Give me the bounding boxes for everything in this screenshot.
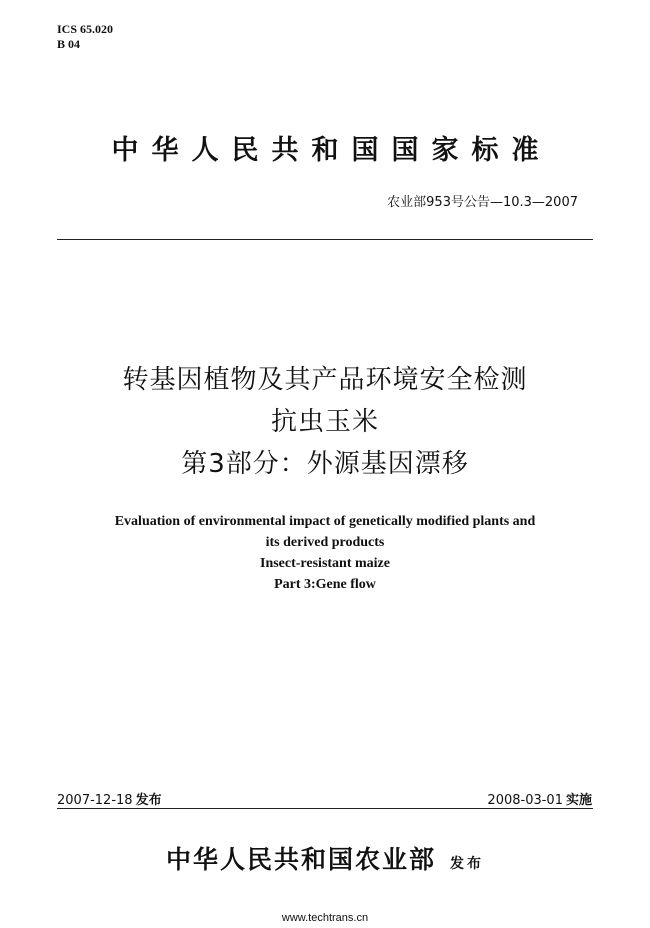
title-en xyxy=(0,511,650,595)
ccs-code: B 04 xyxy=(57,37,81,51)
ics-classification xyxy=(57,22,113,52)
issuer-block xyxy=(0,840,650,876)
implement-date-block xyxy=(487,789,592,808)
top-divider xyxy=(57,239,593,240)
title-cn-line2: 抗虫玉米 xyxy=(270,407,379,437)
bottom-divider xyxy=(57,808,593,809)
title-en-line4: Part 3:Gene flow xyxy=(274,577,376,592)
title-cn-line1: 转基因植物及其产品环境安全检测 xyxy=(122,365,528,395)
issue-date: 2007-12-18 xyxy=(57,793,133,808)
ics-code: ICS 65.020 xyxy=(57,22,114,36)
implement-date: 2008-03-01 xyxy=(487,793,563,808)
standard-number: 农业部953号公告—10.3—2007 xyxy=(387,195,578,210)
footer-website: www.techtrans.cn xyxy=(281,912,369,924)
implement-label: 实施 xyxy=(565,793,592,808)
title-en-line3: Insect-resistant maize xyxy=(260,556,390,571)
issue-label: 发布 xyxy=(135,793,162,808)
title-en-line1: Evaluation of environmental impact of genetically modified plants and xyxy=(114,514,536,529)
issuer-label: 发布 xyxy=(450,856,484,872)
title-en-line2: its derived products xyxy=(265,535,385,550)
national-standard-heading: 中华人民共和国国家标准 xyxy=(111,135,552,166)
issuer-name: 中华人民共和国农业部 xyxy=(165,845,436,874)
issue-date-block xyxy=(57,789,162,808)
title-cn-line3: 第3部分：外源基因漂移 xyxy=(181,449,469,479)
